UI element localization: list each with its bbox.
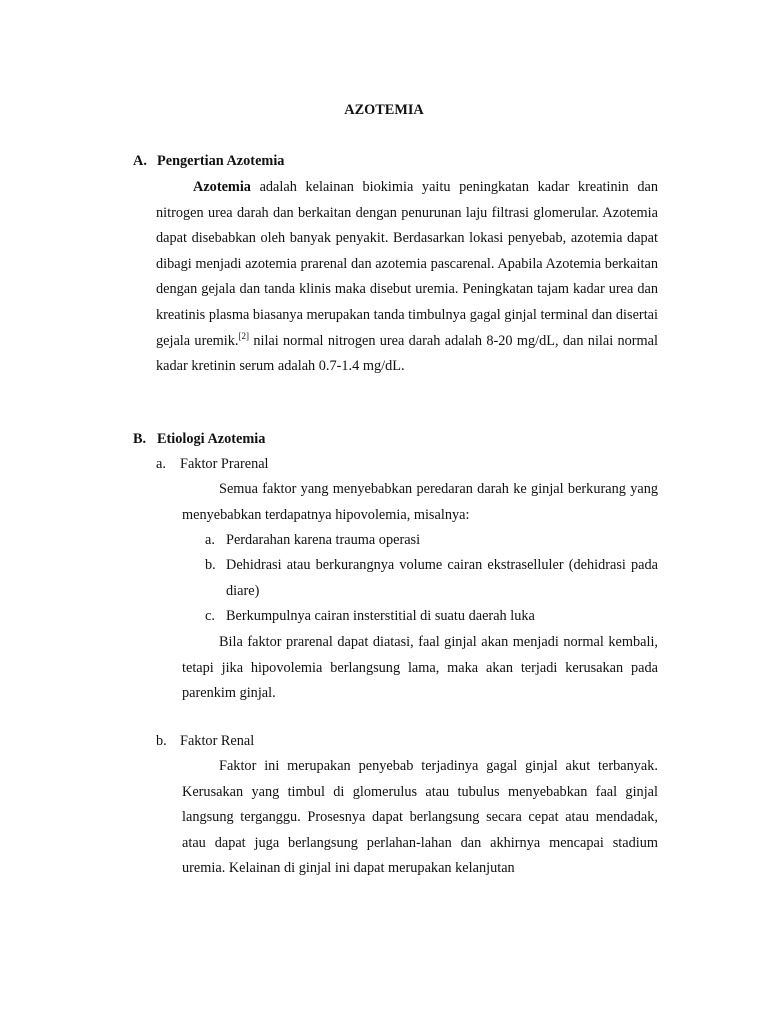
list-item-text: Berkumpulnya cairan insterstitial di suatu daerah luka xyxy=(226,608,535,624)
renal-body-text: Faktor ini merupakan penyebab terjadinya gagal ginjal akut terbanyak. Kerusakan yang timbul di glomerulus atau tubulus menyebabkan faal ginjal langsung terganggu. Prosesnya dapat berlangsung secara cepat atau mendadak, atau dapat juga berlangsung perlahan-lahan dan akhirnya mencapai stadium uremia. Kelainan di ginjal ini dapat merupakan kelanjutan xyxy=(182,758,658,877)
section-a-heading xyxy=(133,153,284,170)
list-item-letter: c. xyxy=(205,608,215,624)
section-a-paragraph xyxy=(156,175,658,380)
list-item xyxy=(205,604,658,630)
prarenal-closing-paragraph xyxy=(182,630,658,707)
list-item-text: Perdarahan karena trauma operasi xyxy=(226,532,421,548)
subsection-prarenal-heading xyxy=(156,456,269,473)
subsection-renal-letter: b. xyxy=(156,733,167,749)
citation-reference[interactable]: [2] xyxy=(238,330,250,341)
subsection-prarenal-title: Faktor Prarenal xyxy=(180,456,269,472)
section-b-letter: B. xyxy=(133,431,147,447)
subsection-renal-heading xyxy=(156,733,254,750)
list-item-text: Dehidrasi atau berkurangnya volume cairan ekstraselluler (dehidrasi pada diare) xyxy=(226,557,658,599)
section-a-body-part2: nilai normal nitrogen urea darah adalah 8-20 mg/dL, dan nilai normal kadar kretinin serum adalah 0.7-1.4 mg/dL. xyxy=(156,332,658,375)
subsection-prarenal-letter: a. xyxy=(156,456,166,472)
section-b-title: Etiologi Azotemia xyxy=(157,431,266,447)
list-item xyxy=(205,553,658,604)
renal-paragraph xyxy=(182,754,658,882)
list-item xyxy=(205,528,658,554)
section-b-heading xyxy=(133,431,265,448)
section-a-body-part1: adalah kelainan biokimia yaitu peningkatan kadar kreatinin dan nitrogen urea darah dan berkaitan dengan penurunan laju filtrasi glomerular. Azotemia dapat disebabkan oleh banyak penyakit. Berdasarkan lokasi penyebab, azotemia dapat dibagi menjadi azotemia prarenal dan azotemia pascarenal. Apabila Azotemia berkaitan dengan gejala dan tanda klinis maka disebut uremia. Peningkatan tajam kadar urea dan kreatinis plasma biasanya merupakan tanda timbulnya gagal ginjal terminal dan disertai gejala uremik. xyxy=(156,179,658,349)
prarenal-closing-text: Bila faktor prarenal dapat diatasi, faal ginjal akan menjadi normal kembali, tetapi jika hipovolemia berlangsung lama, maka akan terjadi kerusakan pada parenkim ginjal. xyxy=(182,634,658,702)
list-item-letter: a. xyxy=(205,532,215,548)
prarenal-intro-text: Semua faktor yang menyebabkan peredaran darah ke ginjal berkurang yang menyebabkan terdapatnya hipovolemia, misalnya: xyxy=(182,481,658,523)
azotemia-term: Azotemia xyxy=(193,179,251,195)
section-a-title: Pengertian Azotemia xyxy=(157,153,285,169)
section-a-letter: A. xyxy=(133,153,147,169)
list-item-letter: b. xyxy=(205,557,216,573)
subsection-renal-title: Faktor Renal xyxy=(180,733,255,749)
document-title: AZOTEMIA xyxy=(344,102,424,118)
prarenal-intro-paragraph xyxy=(182,477,658,528)
